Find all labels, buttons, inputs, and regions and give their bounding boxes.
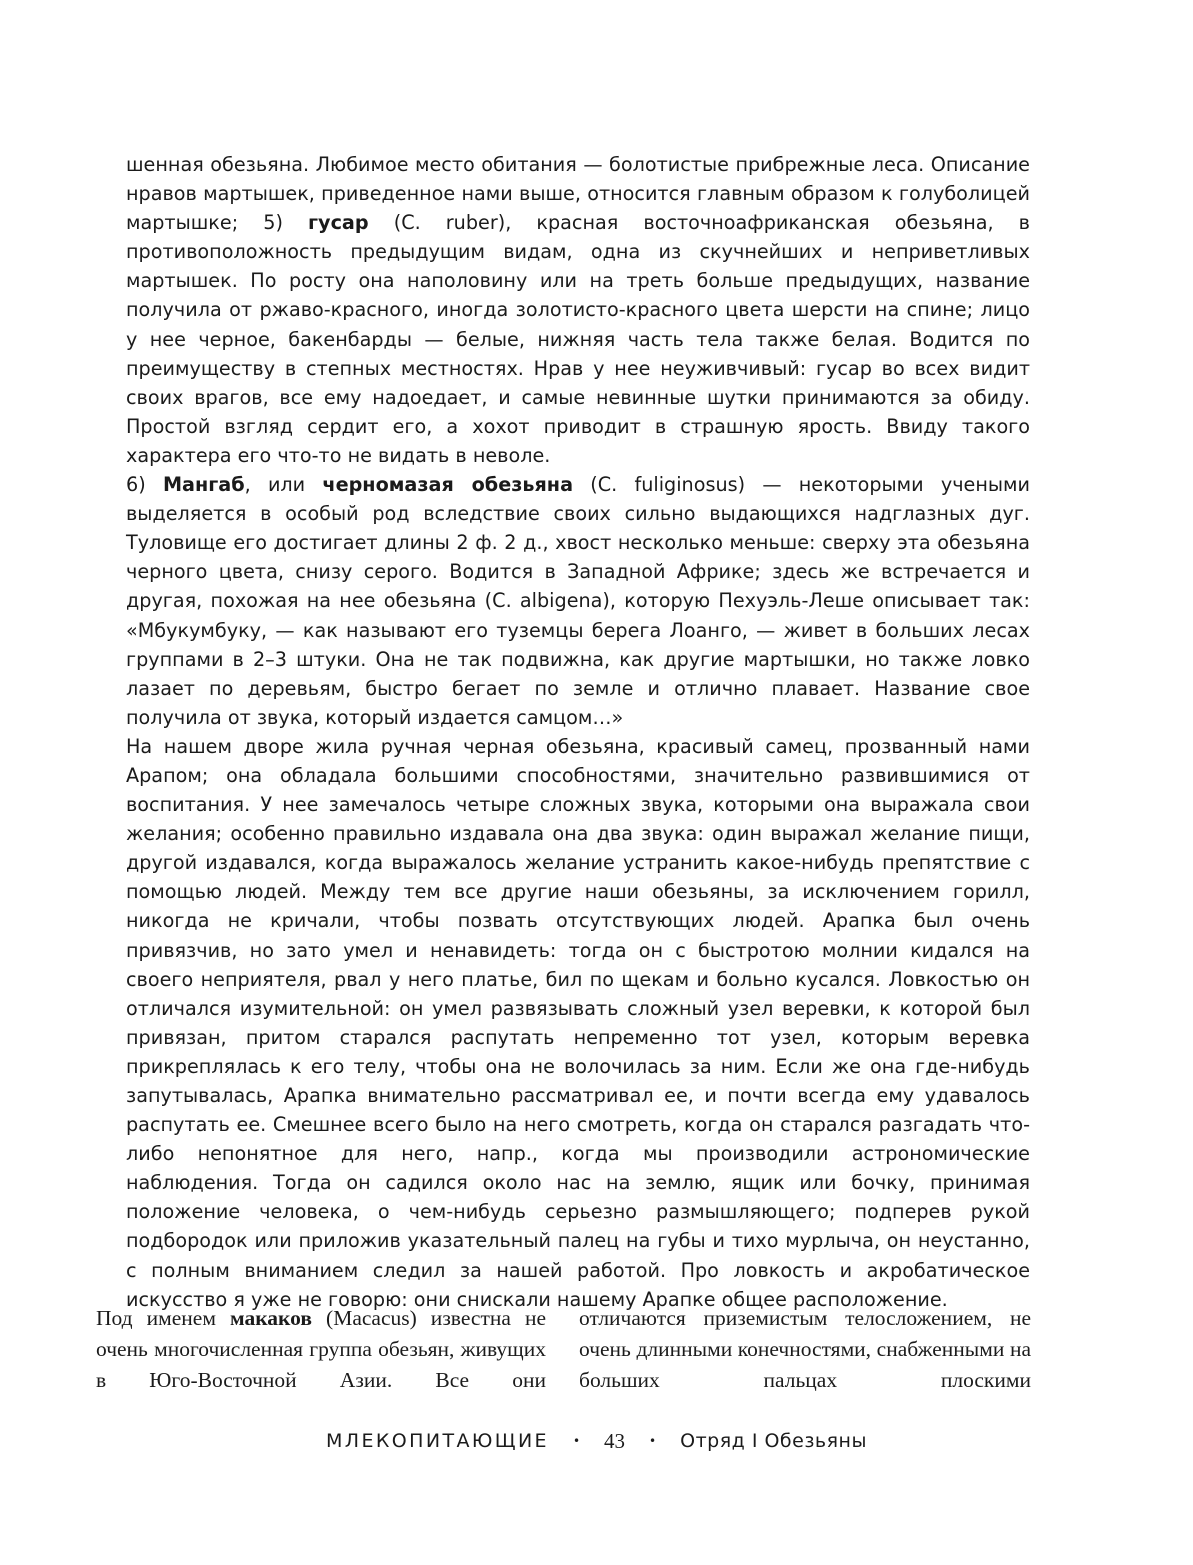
left-column (96, 1303, 546, 1403)
footer-section-title: МЛЕКОПИТАЮЩИЕ (326, 1430, 549, 1452)
text-run: , или (244, 473, 323, 497)
footer-separator: • (572, 1434, 581, 1448)
text-run: 6) (126, 473, 163, 497)
footer-separator: • (649, 1434, 657, 1448)
main-text-block (126, 150, 1030, 1314)
term-macaques: макаков (230, 1306, 312, 1330)
macaque-intro-columns (96, 1303, 1031, 1403)
text-run: (C. ruber), красная восточноафриканская обезьяна, в противоположность предыдущим видам, одна из скучнейших и неприветливых мартышек. По росту она наполовину или на треть больше предыдущих, название получила от ржаво-красного, иногда золотисто-красного цвета шерсти на спине; лицо у нее черное, бакенбарды — белые, нижняя часть тела также белая. Водится по преимуществу в степных местностях. Нрав у нее неуживчивый: гусар во всех видит своих врагов, все ему надоедает, и самые невинные шутки принимаются за обиду. Простой взгляд сердит его, а хохот приводит в страшную ярость. Ввиду такого характера его что-то не видать в неволе. (126, 211, 1030, 467)
page-number: 43 (604, 1428, 626, 1453)
footer-chapter-title: Отряд I Обезьяны (680, 1430, 867, 1452)
paragraph-guereza-gusar (126, 150, 1030, 470)
text-run: (C. fuliginosus) — некоторыми учеными выделяется в особый род вследствие своих сильно выдающихся надглазных дуг. Туловище его достигает длины 2 ф. 2 д., хвост несколько меньше: сверху эта обезьяна черного цвета, снизу серого. Водится в Западной Африке; здесь же встречается и другая, похожая на нее обезьяна (C. albigena), которую Пехуэль-Леше описывает так: «Мбукумбуку, — как называют его туземцы берега Лоанго, — живет в больших лесах группами в 2–3 штуки. Она не так подвижна, как другие мартышки, но также ловко лазает по деревьям, быстро бегает по земле и отлично плавает. Название свое получила от звука, который издается самцом…» (126, 473, 1030, 729)
text-run: Под именем (96, 1306, 230, 1330)
paragraph-arap-story: На нашем дворе жила ручная черная обезьяна, красивый самец, прозванный нами Арапом; она обладала большими способностями, значительно развившимися от воспитания. У нее замечалось четыре сложных звука, которыми она выражала свои желания; особенно правильно издавала она два звука: один выражал желание пищи, другой издавался, когда выражалось желание устранить какое-нибудь препятствие с помощью людей. Между тем все другие наши обезьяны, за исключением горилл, никогда не кричали, чтобы позвать отсутствующих людей. Арапка был очень привязчив, но зато умел и ненавидеть: тогда он с быстротою молнии кидался на своего неприятеля, рвал у него платье, бил по щекам и больно кусался. Ловкостью он отличался изумительной: он умел развязывать сложный узел веревки, к которой был привязан, притом старался распутать непременно тот узел, которым веревка прикреплялась к его телу, чтобы она не волочилась за ним. Если же она где-нибудь запутывалась, Арапка внимательно рассматривал ее, и почти всегда ему удавалось распутать ее. Смешнее всего было на него смотреть, когда он старался разгадать что-либо непонятное для него, напр., когда мы производили астрономические наблюдения. Тогда он садился около нас на землю, ящик или бочку, принимая положение человека, о чем-нибудь серьезно размышляющего; подперев рукой подбородок или приложив указательный палец на губы и тихо мурлыча, он неустанно, с полным вниманием следил за нашей работой. Про ловкость и акробатическое искусство я уже не говорю: они снискали нашему Арапке общее расположение. (126, 734, 1030, 1311)
term-gusar: гусар (308, 211, 369, 235)
text-run: (Macacus) известна не очень многочисленная группа обезьян, живущих в Юго-Восточной Азии. Все они (96, 1306, 546, 1392)
paragraph-mangabey (126, 470, 1030, 732)
term-sooty-monkey: черномазая обезьяна (322, 473, 574, 497)
term-mangabey: Мангаб (162, 473, 245, 497)
right-column: отличаются приземистым телосложением, не очень длинными конечностями, снабженными на больших пальцах плоскими (579, 1306, 1031, 1392)
page-footer (0, 1426, 1193, 1456)
text-run: шенная обезьяна. Любимое место обитания — болотистые прибрежные леса. Описание нравов мартышек, приведенное нами выше, относится главным образом к голуболицей мартышке; 5) (126, 153, 1030, 235)
